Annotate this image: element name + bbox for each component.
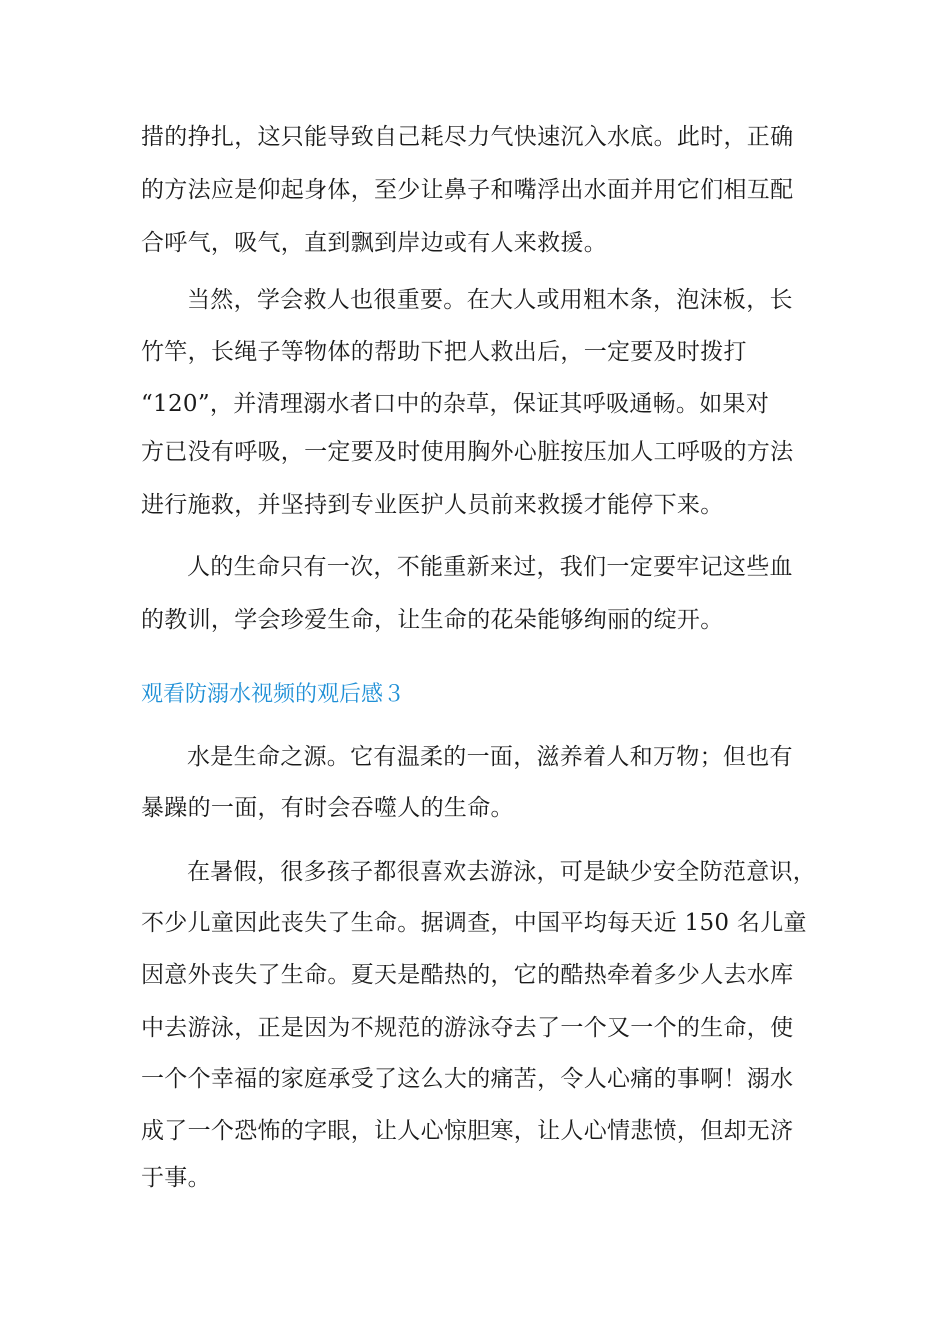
paragraph-3-line-2: 的教训，学会珍爱生命，让生命的花朵能够绚丽的绽开。: [141, 607, 724, 633]
section-paragraph-1-line-2: 暴躁的一面，有时会吞噬人的生命。: [141, 795, 514, 821]
paragraph-1-line-3: 合呼气，吸气，直到飘到岸边或有人来救援。: [141, 230, 607, 256]
section-paragraph-2-line-4: 中去游泳，正是因为不规范的游泳夺去了一个又一个的生命，使: [141, 1015, 794, 1041]
section-paragraph-1-line-1: 水是生命之源。它有温柔的一面，滋养着人和万物；但也有: [187, 744, 793, 770]
paragraph-1-line-1: 措的挣扎，这只能导致自己耗尽力气快速沉入水底。此时，正确: [141, 124, 794, 150]
paragraph-2-line-2: 竹竿，长绳子等物体的帮助下把人救出后，一定要及时拨打: [141, 339, 747, 365]
paragraph-2-line-3: “120”，并清理溺水者口中的杂草，保证其呼吸通畅。如果对: [141, 391, 770, 417]
section-paragraph-2-line-7: 于事。: [141, 1165, 211, 1191]
paragraph-2-line-1: 当然，学会救人也很重要。在大人或用粗木条，泡沫板，长: [187, 287, 793, 313]
paragraph-3-line-1: 人的生命只有一次，不能重新来过，我们一定要牢记这些血: [187, 554, 793, 580]
section-heading: 观看防溺水视频的观后感３: [141, 682, 406, 707]
paragraph-2-line-4: 方已没有呼吸，一定要及时使用胸外心脏按压加人工呼吸的方法: [141, 439, 794, 465]
section-paragraph-2-line-2: 不少儿童因此丧失了生命。据调查，中国平均每天近 150 名儿童: [141, 910, 807, 936]
section-paragraph-2-line-5: 一个个幸福的家庭承受了这么大的痛苦，令人心痛的事啊！溺水: [141, 1066, 794, 1092]
section-paragraph-2-line-1: 在暑假，很多孩子都很喜欢去游泳，可是缺少安全防范意识，: [187, 859, 817, 885]
paragraph-2-line-5: 进行施救，并坚持到专业医护人员前来救援才能停下来。: [141, 492, 724, 518]
section-paragraph-2-line-3: 因意外丧失了生命。夏天是酷热的，它的酷热牵着多少人去水库: [141, 962, 794, 988]
paragraph-1-line-2: 的方法应是仰起身体，至少让鼻子和嘴浮出水面并用它们相互配: [141, 177, 794, 203]
section-paragraph-2-line-6: 成了一个恐怖的字眼，让人心惊胆寒，让人心情悲愤，但却无济: [141, 1118, 794, 1144]
